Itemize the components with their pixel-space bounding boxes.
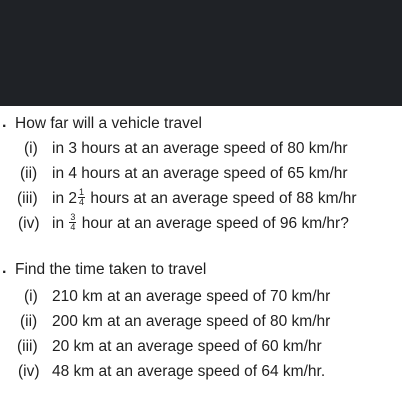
q1-item-2-text: in 4 hours at an average speed of 65 km/hr bbox=[52, 165, 348, 182]
q1-item-4-post: hour at an average speed of 96 km/hr? bbox=[77, 215, 349, 232]
q1-item-4-num: (iv) bbox=[18, 215, 40, 232]
q1-item-3-frac-den: 4 bbox=[79, 197, 85, 208]
q2-item-4 bbox=[18, 362, 325, 382]
q2-item-3-text: 20 km at an average speed of 60 km/hr bbox=[52, 338, 322, 355]
q2-item-2-num: (ii) bbox=[20, 313, 38, 330]
q1-item-3-pre: in 2 bbox=[52, 190, 77, 207]
q2-item-3 bbox=[17, 337, 322, 357]
q1-item-4-frac-den: 4 bbox=[70, 222, 76, 233]
dark-header-band bbox=[0, 0, 402, 106]
q1-item-1-text: in 3 hours at an average speed of 80 km/hr bbox=[52, 140, 348, 157]
q1-item-4-frac-num: 3 bbox=[70, 212, 76, 223]
q2-item-3-num: (iii) bbox=[17, 338, 38, 355]
q1-item-3-fraction bbox=[78, 188, 85, 207]
q1-item-4-pre: in bbox=[52, 215, 69, 232]
q1-item-4 bbox=[18, 214, 349, 234]
q1-item-2 bbox=[20, 164, 348, 184]
q2-item-1 bbox=[24, 287, 330, 307]
q1-item-3-frac-num: 1 bbox=[79, 187, 85, 198]
q2-bullet: . bbox=[2, 260, 7, 277]
q1-bullet: . bbox=[2, 114, 7, 131]
q1-item-1 bbox=[24, 139, 348, 159]
q2-item-2 bbox=[20, 312, 330, 332]
q1-item-3-post: hours at an average speed of 88 km/hr bbox=[86, 190, 357, 207]
q1-item-3-num: (iii) bbox=[17, 190, 38, 207]
textbook-page bbox=[0, 106, 402, 402]
q2-prompt: Find the time taken to travel bbox=[15, 261, 207, 278]
q1-item-2-num: (ii) bbox=[20, 165, 38, 182]
q2-item-1-num: (i) bbox=[24, 288, 38, 305]
q2-item-1-text: 210 km at an average speed of 70 km/hr bbox=[52, 288, 331, 305]
q2-item-4-num: (iv) bbox=[18, 363, 40, 380]
q2-item-4-text: 48 km at an average speed of 64 km/hr. bbox=[52, 363, 326, 380]
q1-item-1-num: (i) bbox=[24, 140, 38, 157]
q2-item-2-text: 200 km at an average speed of 80 km/hr bbox=[52, 313, 331, 330]
q1-item-3 bbox=[17, 189, 357, 209]
q1-item-4-fraction bbox=[69, 213, 76, 232]
q1-prompt: How far will a vehicle travel bbox=[15, 115, 202, 132]
